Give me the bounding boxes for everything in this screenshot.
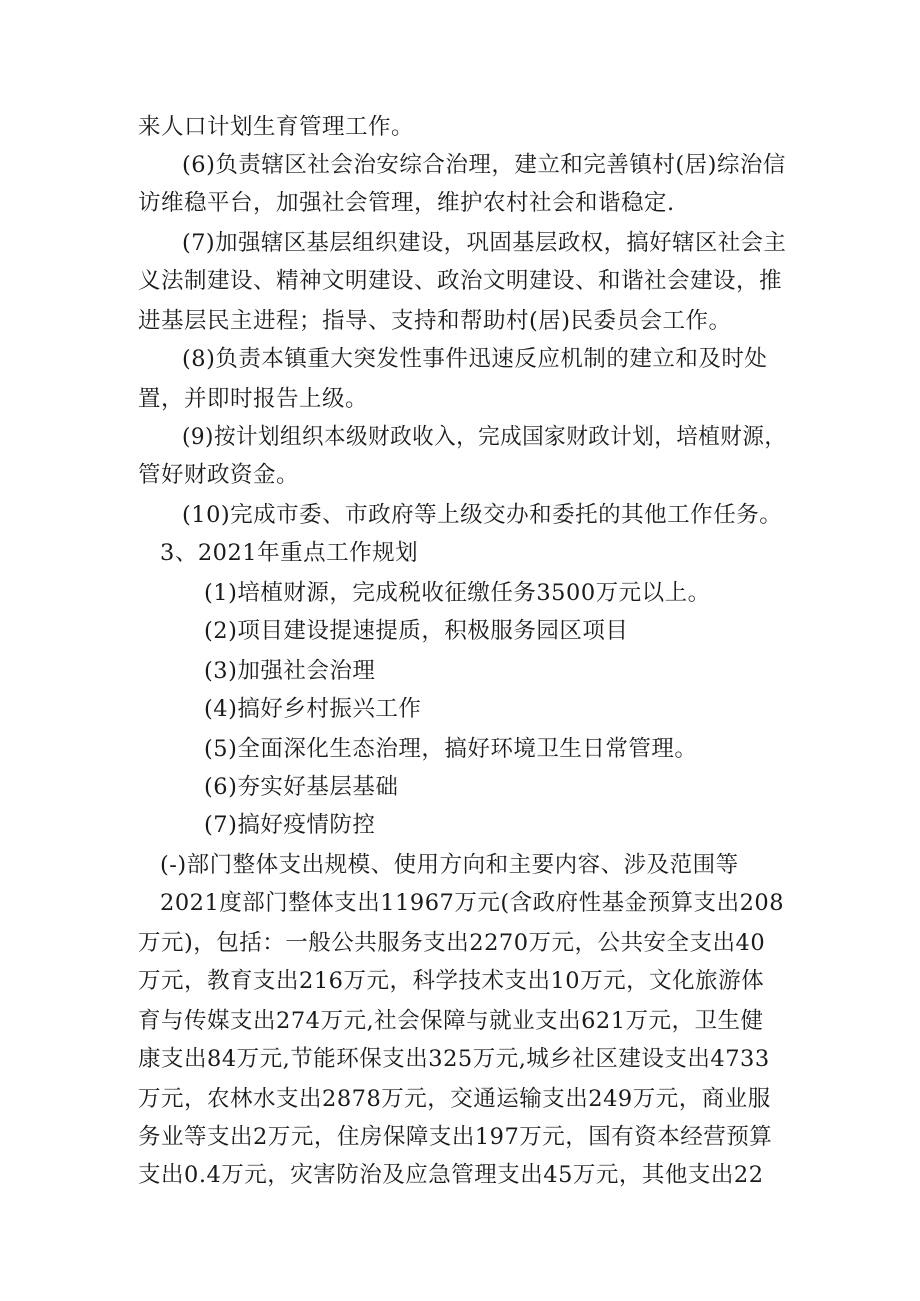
text-line-23: 万元，教育支出216万元，科学技术支出10万元，文化旅游体 xyxy=(138,968,765,994)
text-line-26: 万元，农林水支出2878万元，交通运输支出249万元，商业服 xyxy=(138,1086,771,1112)
subsection-heading: (-)部门整体支出规模、使用方向和主要内容、涉及范围等 xyxy=(160,852,739,878)
text-line-6: 进基层民主进程；指导、支持和帮助村(居)民委员会工作。 xyxy=(138,308,732,334)
text-line-2: (6)负责辖区社会治安综合治理，建立和完善镇村(居)综治信 xyxy=(182,152,786,178)
plan-item-6: (6)夯实好基层基础 xyxy=(204,774,399,800)
text-line-8: 置，并即时报告上级。 xyxy=(138,386,369,412)
plan-item-1: (1)培植财源，完成税收征缴任务3500万元以上。 xyxy=(204,580,711,606)
text-line-10: 管好财政资金。 xyxy=(138,462,300,488)
text-line-25: 康支出84万元,节能环保支出325万元,城乡社区建设支出4733 xyxy=(138,1046,770,1072)
text-line-27: 务业等支出2万元，住房保障支出197万元，国有资本经营预算 xyxy=(138,1124,773,1150)
plan-item-4: (4)搞好乡村振兴工作 xyxy=(204,696,422,722)
text-line-22: 万元)，包括：一般公共服务支出2270万元，公共安全支出40 xyxy=(138,930,766,956)
plan-item-5: (5)全面深化生态治理，搞好环境卫生日常管理。 xyxy=(204,736,698,762)
text-line-1: 来人口计划生育管理工作。 xyxy=(138,114,415,140)
text-line-5: 义法制建设、精神文明建设、政治文明建设、和谐社会建设，推 xyxy=(138,268,783,294)
text-line-9: (9)按计划组织本级财政收入，完成国家财政计划，培植财源， xyxy=(182,424,787,450)
text-line-24: 育与传媒支出274万元,社会保障与就业支出621万元，卫生健 xyxy=(138,1008,764,1034)
text-line-4: (7)加强辖区基层组织建设，巩固基层政权，搞好辖区社会主 xyxy=(182,230,787,256)
text-line-7: (8)负责本镇重大突发性事件迅速反应机制的建立和及时处 xyxy=(182,346,768,372)
text-line-21: 2021度部门整体支出11967万元(含政府性基金预算支出208 xyxy=(160,890,785,916)
plan-item-3: (3)加强社会治理 xyxy=(204,658,376,684)
text-line-11: (10)完成市委、市政府等上级交办和委托的其他工作任务。 xyxy=(182,502,783,528)
plan-item-2: (2)项目建设提速提质，积极服务园区项目 xyxy=(204,618,629,644)
text-line-3: 访维稳平台，加强社会管理，维护农村社会和谐稳定. xyxy=(138,190,675,216)
section-heading-3: 3、2021年重点工作规划 xyxy=(160,540,419,566)
text-line-28: 支出0.4万元，灾害防治及应急管理支出45万元，其他支出22 xyxy=(138,1162,764,1188)
plan-item-7: (7)搞好疫情防控 xyxy=(204,812,376,838)
